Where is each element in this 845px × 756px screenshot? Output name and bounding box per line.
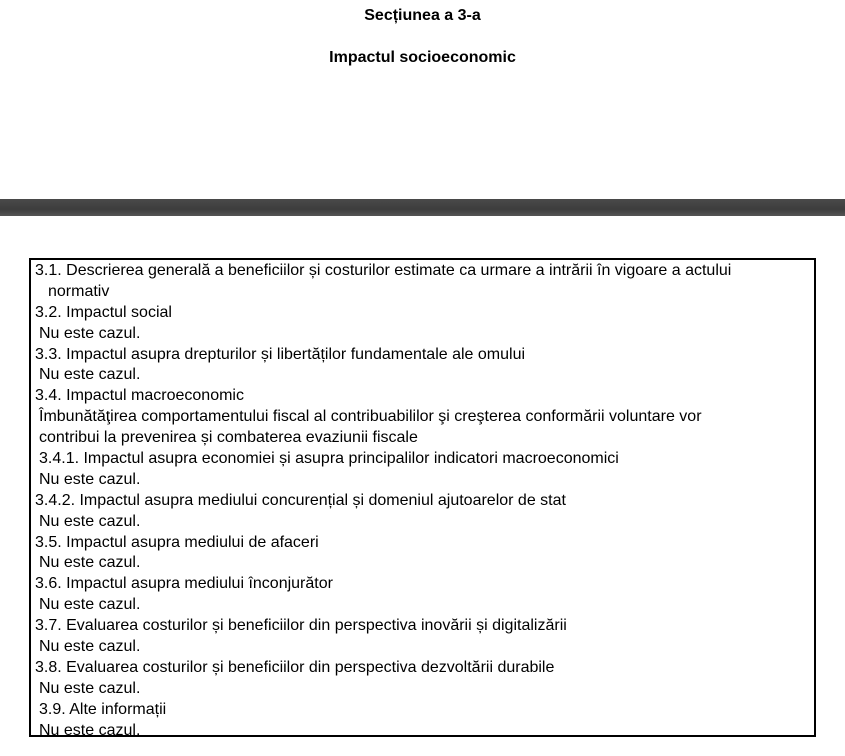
item-3-9-heading: 3.9. Alte informații [39,700,167,718]
item-3-9-text: Nu este cazul. [39,721,141,739]
item-3-8-heading: 3.8. Evaluarea costurilor și beneficiilor din perspectiva dezvoltării durabile [35,658,555,676]
item-3-8-text: Nu este cazul. [39,679,141,697]
item-3-4-2-heading: 3.4.2. Impactul asupra mediului concurențial și domeniul ajutoarelor de stat [35,491,566,509]
item-3-5-heading: 3.5. Impactul asupra mediului de afaceri [35,533,319,551]
item-3-4-heading: 3.4. Impactul macroeconomic [35,387,244,405]
item-3-3-text: Nu este cazul. [39,366,141,384]
item-3-1-heading-cont: normativ [48,282,110,300]
item-3-2-text: Nu este cazul. [39,324,141,342]
item-3-4-text: Îmbunătăţirea comportamentului fiscal al contribuabililor şi creşterea conformării voluntare vor [39,408,702,426]
section-heading: Secțiunea a 3-a [364,7,481,24]
item-3-2-heading: 3.2. Impactul social [35,303,172,321]
item-3-4-1-text: Nu este cazul. [39,470,141,488]
item-3-5-text: Nu este cazul. [39,554,141,572]
item-3-4-2-text: Nu este cazul. [39,512,141,530]
item-3-6-text: Nu este cazul. [39,596,141,614]
item-3-4-text-cont: contribui la prevenirea și combaterea evaziunii fiscale [39,429,418,447]
content-table [29,258,816,737]
item-3-1-heading: 3.1. Descrierea generală a beneficiilor și costurilor estimate ca urmare a intrării în vigoare a actului [35,262,732,279]
item-3-4-1-heading: 3.4.1. Impactul asupra economiei și asupra principalilor indicatori macroeconomici [39,450,619,468]
item-3-7-heading: 3.7. Evaluarea costurilor și beneficiilor din perspectiva inovării și digitalizării [35,617,567,635]
item-3-3-heading: 3.3. Impactul asupra drepturilor și libertăților fundamentale ale omului [35,345,526,363]
item-3-6-heading: 3.6. Impactul asupra mediului înconjurător [35,575,333,593]
section-title: Impactul socioeconomic [329,49,516,66]
divider-bar [0,199,845,216]
item-3-7-text: Nu este cazul. [39,638,141,656]
